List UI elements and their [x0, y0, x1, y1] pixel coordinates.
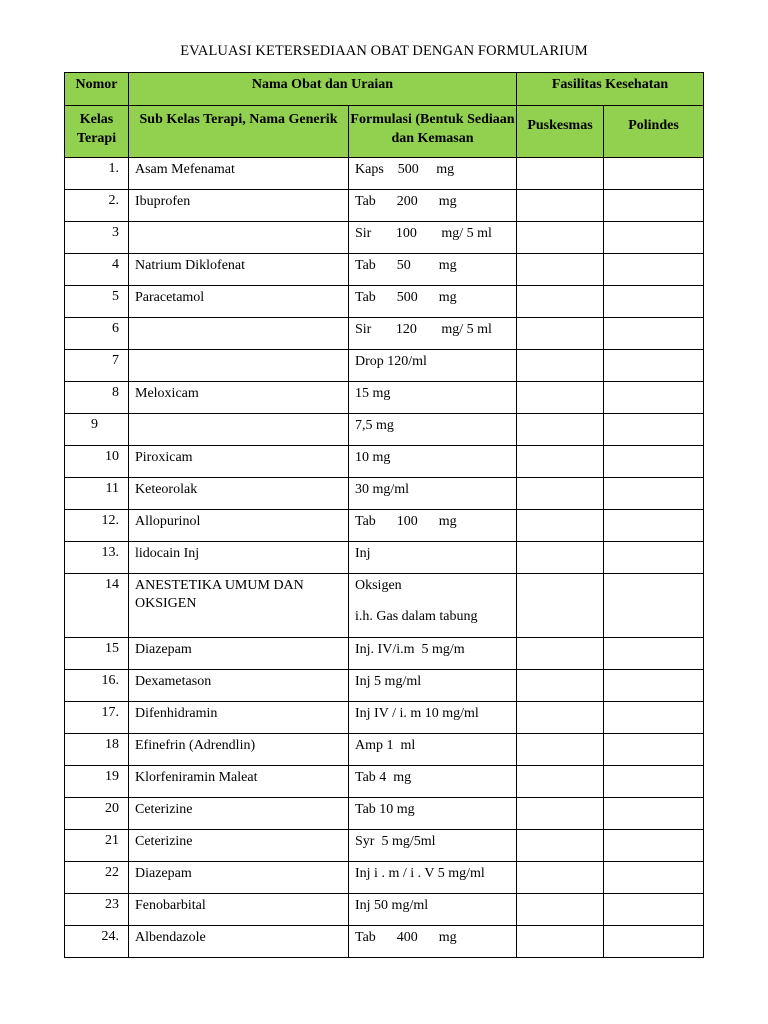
puskesmas-cell [517, 766, 604, 798]
table-row [65, 222, 704, 254]
drug-formulation [349, 638, 517, 670]
polindes-cell [604, 574, 704, 638]
table-row [65, 734, 704, 766]
drug-name: ANESTETIKA UMUM DAN OKSIGEN [129, 574, 349, 638]
row-number: 21 [65, 830, 129, 862]
polindes-cell [604, 670, 704, 702]
puskesmas-cell [517, 670, 604, 702]
drug-name: Piroxicam [129, 446, 349, 478]
drug-name: Klorfeniramin Maleat [129, 766, 349, 798]
puskesmas-cell [517, 894, 604, 926]
drug-formulation [349, 382, 517, 414]
polindes-cell [604, 190, 704, 222]
formulation-text: Tab 4 mg [355, 770, 412, 785]
header-formulasi: Formulasi (Bentuk Sediaan dan Kemasan [349, 106, 517, 158]
table-row [65, 158, 704, 190]
drug-name: Efinefrin (Adrendlin) [129, 734, 349, 766]
formulary-table [64, 72, 704, 958]
drug-name: Ceterizine [129, 830, 349, 862]
drug-name: Diazepam [129, 862, 349, 894]
row-number: 1. [65, 158, 129, 190]
row-number: 17. [65, 702, 129, 734]
table-row [65, 862, 704, 894]
row-number: 9 [65, 414, 129, 446]
polindes-cell [604, 510, 704, 542]
puskesmas-cell [517, 414, 604, 446]
drug-formulation [349, 574, 517, 638]
table-row [65, 478, 704, 510]
header-row-2 [65, 106, 704, 158]
row-number: 15 [65, 638, 129, 670]
table-row [65, 318, 704, 350]
table-row [65, 574, 704, 638]
drug-formulation [349, 542, 517, 574]
polindes-cell [604, 734, 704, 766]
polindes-cell [604, 542, 704, 574]
puskesmas-cell [517, 286, 604, 318]
polindes-cell [604, 446, 704, 478]
formulation-text: Inj [355, 546, 371, 561]
drug-formulation [349, 926, 517, 958]
polindes-cell [604, 382, 704, 414]
table-row [65, 670, 704, 702]
header-fasilitas: Fasilitas Kesehatan [517, 73, 704, 106]
row-number: 22 [65, 862, 129, 894]
polindes-cell [604, 158, 704, 190]
puskesmas-cell [517, 702, 604, 734]
row-number: 12. [65, 510, 129, 542]
drug-name: Keteorolak [129, 478, 349, 510]
drug-name: Natrium Diklofenat [129, 254, 349, 286]
table-row [65, 830, 704, 862]
puskesmas-cell [517, 574, 604, 638]
header-kelas-terapi: Kelas Terapi [65, 106, 129, 158]
polindes-cell [604, 894, 704, 926]
table-row [65, 542, 704, 574]
document-title: EVALUASI KETERSEDIAAN OBAT DENGAN FORMULARIUM [180, 43, 588, 59]
row-number: 20 [65, 798, 129, 830]
row-number: 16. [65, 670, 129, 702]
formulation-text: Amp 1 ml [355, 738, 416, 753]
row-number: 24. [65, 926, 129, 958]
table-row [65, 798, 704, 830]
row-number: 10 [65, 446, 129, 478]
polindes-cell [604, 350, 704, 382]
formulation-text: Oksigen [355, 578, 402, 593]
polindes-cell [604, 766, 704, 798]
drug-formulation [349, 254, 517, 286]
row-number: 5 [65, 286, 129, 318]
puskesmas-cell [517, 510, 604, 542]
table-row [65, 190, 704, 222]
row-number: 7 [65, 350, 129, 382]
drug-name: Asam Mefenamat [129, 158, 349, 190]
formulation-text: Syr 5 mg/5ml [355, 834, 436, 849]
drug-name: Allopurinol [129, 510, 349, 542]
polindes-cell [604, 926, 704, 958]
drug-formulation [349, 862, 517, 894]
drug-name [129, 350, 349, 382]
puskesmas-cell [517, 222, 604, 254]
header-row-1 [65, 73, 704, 106]
formulation-text: Tab 50 mg [355, 258, 457, 273]
table-row [65, 350, 704, 382]
drug-name: Ceterizine [129, 798, 349, 830]
drug-formulation [349, 766, 517, 798]
table-row [65, 702, 704, 734]
formulation-text: Tab 500 mg [355, 290, 457, 305]
puskesmas-cell [517, 734, 604, 766]
drug-name: Meloxicam [129, 382, 349, 414]
row-number: 19 [65, 766, 129, 798]
puskesmas-cell [517, 830, 604, 862]
row-number: 23 [65, 894, 129, 926]
puskesmas-cell [517, 382, 604, 414]
puskesmas-cell [517, 638, 604, 670]
drug-name: Dexametason [129, 670, 349, 702]
polindes-cell [604, 798, 704, 830]
formulation-text: Tab 10 mg [355, 802, 415, 817]
formulation-text: Drop 120/ml [355, 354, 427, 369]
drug-formulation [349, 158, 517, 190]
drug-name: Fenobarbital [129, 894, 349, 926]
row-number: 13. [65, 542, 129, 574]
drug-formulation [349, 734, 517, 766]
polindes-cell [604, 478, 704, 510]
table-row [65, 510, 704, 542]
puskesmas-cell [517, 478, 604, 510]
drug-name [129, 222, 349, 254]
drug-name: Difenhidramin [129, 702, 349, 734]
drug-formulation [349, 894, 517, 926]
drug-name: Diazepam [129, 638, 349, 670]
drug-formulation [349, 414, 517, 446]
header-sub-kelas: Sub Kelas Terapi, Nama Generik [129, 106, 349, 158]
row-number: 18 [65, 734, 129, 766]
polindes-cell [604, 222, 704, 254]
row-number: 8 [65, 382, 129, 414]
formulation-text: Inj 50 mg/ml [355, 898, 429, 913]
formulation-text: 7,5 mg [355, 418, 394, 433]
drug-formulation [349, 670, 517, 702]
table-row [65, 254, 704, 286]
drug-name [129, 318, 349, 350]
table-row [65, 414, 704, 446]
table-row [65, 894, 704, 926]
formulation-text: Kaps 500 mg [355, 162, 455, 177]
formulation-text: Inj 5 mg/ml [355, 674, 422, 689]
polindes-cell [604, 286, 704, 318]
header-nama-obat: Nama Obat dan Uraian [129, 73, 517, 106]
table-row [65, 382, 704, 414]
drug-formulation [349, 702, 517, 734]
drug-formulation [349, 446, 517, 478]
drug-formulation [349, 190, 517, 222]
puskesmas-cell [517, 254, 604, 286]
row-number: 2. [65, 190, 129, 222]
drug-name: Ibuprofen [129, 190, 349, 222]
drug-name: Paracetamol [129, 286, 349, 318]
table-row [65, 446, 704, 478]
row-number: 4 [65, 254, 129, 286]
formulation-text: Sir 100 mg/ 5 ml [355, 226, 492, 241]
drug-formulation [349, 318, 517, 350]
formulation-text: 10 mg [355, 450, 391, 465]
puskesmas-cell [517, 190, 604, 222]
formulation-text: Inj i . m / i . V 5 mg/ml [355, 866, 485, 881]
puskesmas-cell [517, 446, 604, 478]
formulation-text: 15 mg [355, 386, 391, 401]
formulation-text: Inj. IV/i.m 5 mg/m [355, 642, 465, 657]
polindes-cell [604, 862, 704, 894]
formulation-text: Inj IV / i. m 10 mg/ml [355, 706, 479, 721]
header-puskesmas: Puskesmas [517, 106, 604, 158]
formulation-text: Sir 120 mg/ 5 ml [355, 322, 492, 337]
polindes-cell [604, 254, 704, 286]
table-row [65, 766, 704, 798]
puskesmas-cell [517, 318, 604, 350]
drug-formulation [349, 830, 517, 862]
puskesmas-cell [517, 158, 604, 190]
polindes-cell [604, 638, 704, 670]
formulation-text: Tab 200 mg [355, 194, 457, 209]
puskesmas-cell [517, 350, 604, 382]
drug-name: Albendazole [129, 926, 349, 958]
puskesmas-cell [517, 926, 604, 958]
polindes-cell [604, 318, 704, 350]
drug-name: lidocain Inj [129, 542, 349, 574]
polindes-cell [604, 414, 704, 446]
drug-formulation [349, 222, 517, 254]
row-number: 3 [65, 222, 129, 254]
row-number: 14 [65, 574, 129, 638]
formulation-text: Tab 100 mg [355, 514, 457, 529]
drug-formulation [349, 510, 517, 542]
polindes-cell [604, 830, 704, 862]
formulation-subtext: i.h. Gas dalam tabung [355, 609, 478, 624]
formulation-text: Tab 400 mg [355, 930, 457, 945]
row-number: 6 [65, 318, 129, 350]
header-nomor: Nomor [65, 73, 129, 106]
drug-formulation [349, 478, 517, 510]
header-polindes: Polindes [604, 106, 704, 158]
drug-name [129, 414, 349, 446]
formulation-text: 30 mg/ml [355, 482, 410, 497]
puskesmas-cell [517, 798, 604, 830]
polindes-cell [604, 702, 704, 734]
table-row [65, 926, 704, 958]
drug-formulation [349, 798, 517, 830]
table-row [65, 638, 704, 670]
puskesmas-cell [517, 542, 604, 574]
puskesmas-cell [517, 862, 604, 894]
drug-formulation [349, 286, 517, 318]
row-number: 11 [65, 478, 129, 510]
table-row [65, 286, 704, 318]
drug-formulation [349, 350, 517, 382]
